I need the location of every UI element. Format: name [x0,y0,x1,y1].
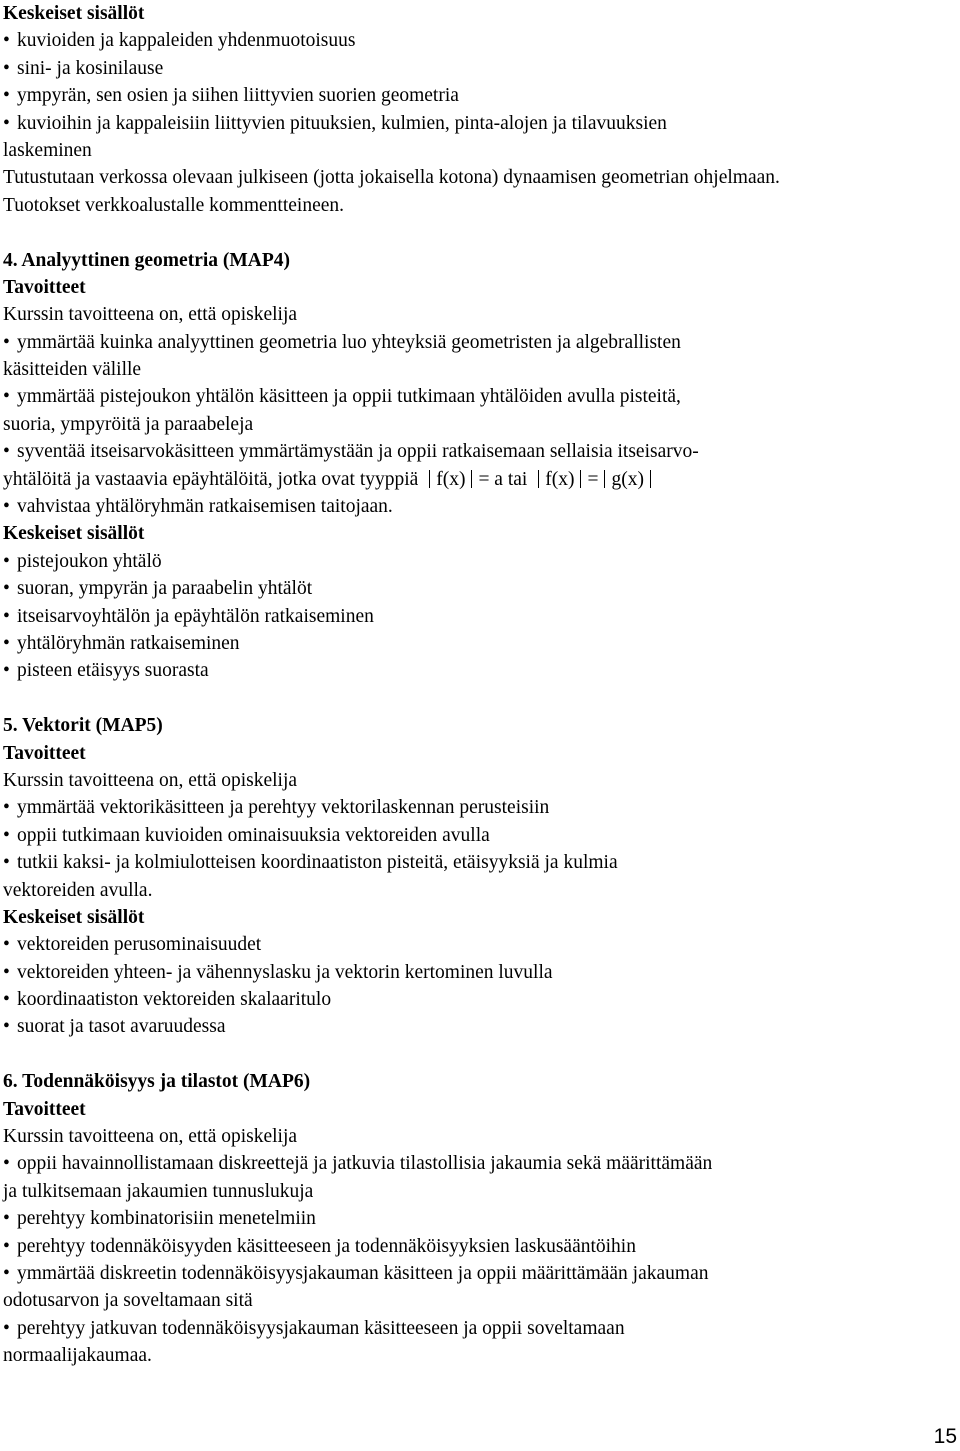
list-item-continuation: laskeminen [3,139,92,161]
absolute-value-bar [604,470,605,488]
list-item: • vektoreiden yhteen- ja vähennyslasku ja vektorin kertominen luvulla [3,959,953,986]
formula-line [3,466,953,493]
list-item: • suoran, ympyrän ja paraabelin yhtälöt [3,575,953,602]
list-item: • vahvistaa yhtälöryhmän ratkaisemisen taitojaan. [3,493,953,520]
list-item: • ympyrän, sen osien ja siihen liittyvien suorien geometria [3,82,953,109]
list-item-continuation: käsitteiden välille [3,359,142,381]
list-item: • ymmärtää diskreetin todennäköisyysjakauman käsitteen ja oppii määrittämään jakauman [3,1260,953,1287]
list-item: • ymmärtää kuinka analyyttinen geometria luo yhteyksiä geometristen ja algebrallisten [3,329,953,356]
spacer [3,219,953,246]
section-heading-content: Keskeiset sisällöt [3,3,145,24]
list-item: • koordinaatiston vektoreiden skalaaritulo [3,986,953,1013]
formula-prefix: yhtälöitä ja vastaavia epäyhtälöitä, jotka ovat tyyppiä [3,468,419,490]
section-heading-goals: Tavoitteet [3,276,86,298]
list-item: • kuvioihin ja kappaleisiin liittyvien pituuksien, kulmien, pinta-alojen ja tilavuuksien [3,110,953,137]
formula-term: = a tai [478,468,528,490]
list-item: • pistejoukon yhtälö [3,548,953,575]
absolute-value-bar [580,470,581,488]
list-item-continuation: ja tulkitsemaan jakaumien tunnuslukuja [3,1180,314,1202]
note-text: Tutustutaan verkossa olevaan julkiseen (jotta jokaisella kotona) dynaamisen geometrian ohjelmaan. [3,167,780,189]
formula-term: f(x) [545,468,575,490]
section-heading-content: Keskeiset sisällöt [3,523,145,545]
list-item: • itseisarvoyhtälön ja epäyhtälön ratkaiseminen [3,603,953,630]
list-item: • vektoreiden perusominaisuudet [3,931,953,958]
list-item: • suorat ja tasot avaruudessa [3,1013,953,1040]
list-item: • tutkii kaksi- ja kolmiulotteisen koordinaatiston pisteitä, etäisyyksiä ja kulmia [3,849,953,876]
list-item: • sini- ja kosinilause [3,55,953,82]
absolute-value-bar [538,470,539,488]
list-item: • oppii tutkimaan kuvioiden ominaisuuksia vektoreiden avulla [3,822,953,849]
list-item: • perehtyy todennäköisyyden käsitteeseen ja todennäköisyyksien laskusääntöihin [3,1233,953,1260]
intro-text: Kurssin tavoitteena on, että opiskelija [3,1126,298,1148]
intro-text: Kurssin tavoitteena on, että opiskelija [3,304,298,326]
formula-term: = [587,468,599,490]
section-title: 6. Todennäköisyys ja tilastot (MAP6) [3,1071,311,1093]
intro-text: Kurssin tavoitteena on, että opiskelija [3,769,298,791]
list-item-continuation: normaalijakaumaa. [3,1345,152,1367]
page-number: 15 [933,1425,957,1448]
spacer [3,685,953,712]
list-item: • kuvioiden ja kappaleiden yhdenmuotoisuus [3,27,953,54]
list-item-continuation: suoria, ympyröitä ja paraabeleja [3,413,254,435]
section-title: 4. Analyyttinen geometria (MAP4) [3,249,291,271]
list-item: • perehtyy jatkuvan todennäköisyysjakauman käsitteeseen ja oppii soveltamaan [3,1315,953,1342]
section-heading-goals: Tavoitteet [3,742,86,764]
list-item: • perehtyy kombinatorisiin menetelmiin [3,1205,953,1232]
formula-term: f(x) [436,468,466,490]
list-item: • yhtälöryhmän ratkaiseminen [3,630,953,657]
note-text: Tuotokset verkkoalustalle kommentteineen. [3,194,345,216]
absolute-value-bar [471,470,472,488]
list-item-continuation: odotusarvon ja soveltamaan sitä [3,1290,253,1312]
formula-term: g(x) [611,468,644,490]
list-item-continuation: vektoreiden avulla. [3,879,153,901]
list-item: • ymmärtää vektorikäsitteen ja perehtyy vektorilaskennan perusteisiin [3,794,953,821]
section-title: 5. Vektorit (MAP5) [3,715,163,737]
list-item: • oppii havainnollistamaan diskreettejä ja jatkuvia tilastollisia jakaumia sekä määrittämään [3,1150,953,1177]
list-item: • pisteen etäisyys suorasta [3,657,953,684]
document-page [3,0,953,1370]
section-heading-content: Keskeiset sisällöt [3,906,145,928]
section-heading-goals: Tavoitteet [3,1098,86,1120]
spacer [3,1041,953,1068]
list-item: • ymmärtää pistejoukon yhtälön käsitteen ja oppii tutkimaan yhtälöiden avulla pisteitä, [3,383,953,410]
absolute-value-bar [650,470,651,488]
absolute-value-bar [429,470,430,488]
list-item: • syventää itseisarvokäsitteen ymmärtämystään ja oppii ratkaisemaan sellaisia itseisarvo- [3,438,953,465]
